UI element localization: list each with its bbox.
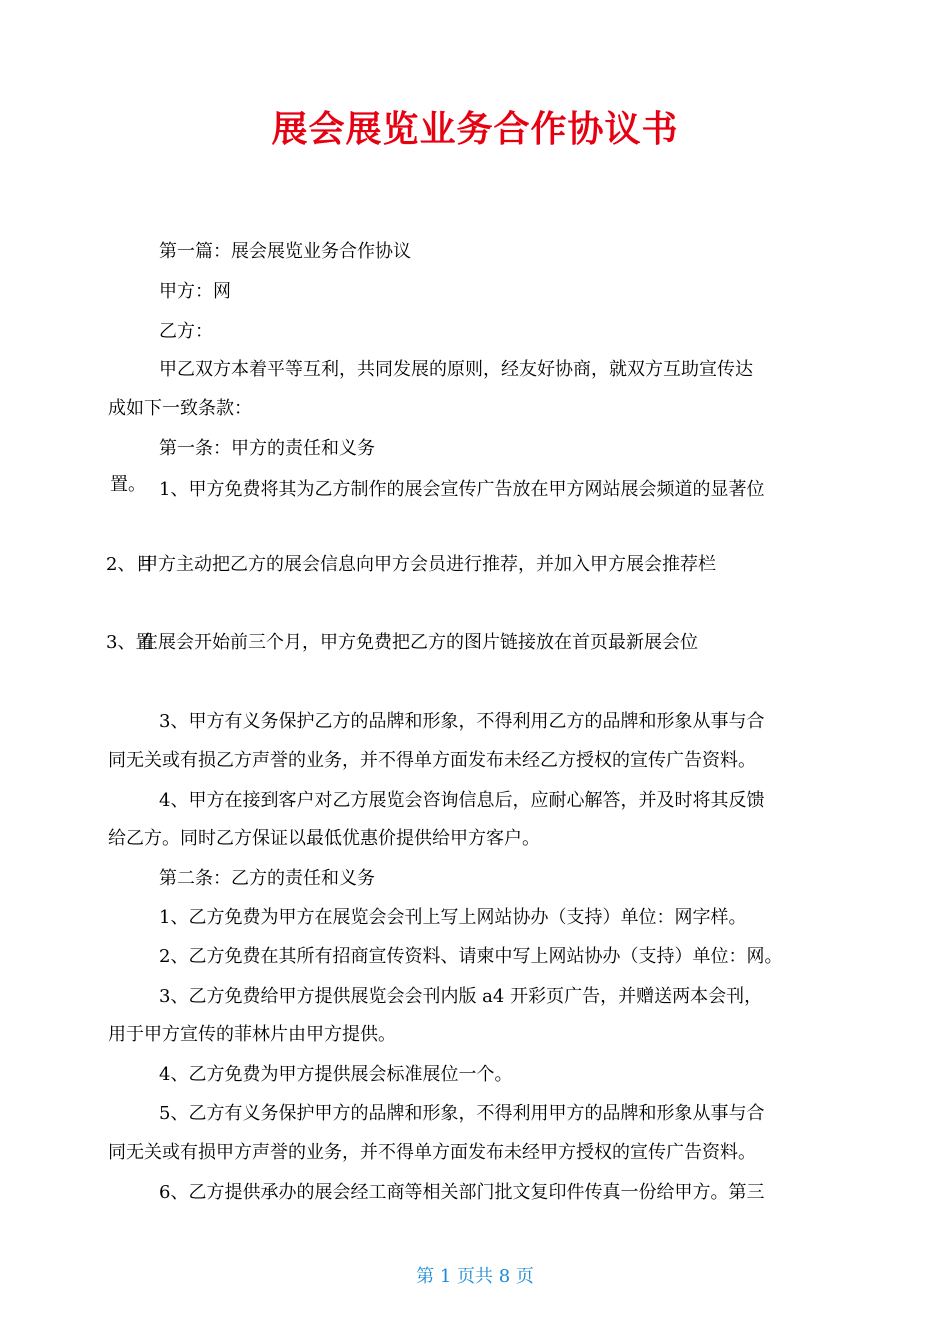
clause-line: 4、乙方免费为甲方提供展会标准展位一个。 [159, 1064, 513, 1085]
clause-line: 同无关或有损乙方声誉的业务，并不得单方面发布未经乙方授权的宣传广告资料。 [108, 750, 756, 771]
clause-line: 在展会开始前三个月，甲方免费把乙方的图片链接放在首页最新展会位 [140, 632, 698, 653]
clause-line: 4、甲方在接到客户对乙方展览会咨询信息后，应耐心解答，并及时将其反馈 [159, 790, 765, 811]
clause-line: 6、乙方提供承办的展会经工商等相关部门批文复印件传真一份给甲方。第三 [159, 1182, 765, 1203]
party-a-line: 甲方：网 [159, 281, 231, 302]
clause-number: 2、目 [106, 554, 154, 575]
clause-line: 给乙方。同时乙方保证以最低优惠价提供给甲方客户。 [108, 828, 540, 849]
article-heading: 第一条：甲方的责任和义务 [159, 438, 375, 459]
paragraph-line: 成如下一致条款： [108, 398, 252, 419]
page-number-footer: 第 1 页共 8 页 [416, 1266, 534, 1287]
clause-line: 甲方主动把乙方的展会信息向甲方会员进行推荐，并加入甲方展会推荐栏 [140, 554, 716, 575]
stray-text: 置。 [110, 474, 146, 495]
section-heading: 第一篇：展会展览业务合作协议 [159, 241, 411, 262]
clause-line: 3、乙方免费给甲方提供展览会会刊内版 a4 开彩页广告，并赠送两本会刊， [159, 986, 763, 1007]
clause-line: 用于甲方宣传的菲林片由甲方提供。 [108, 1024, 396, 1045]
document-title: 展会展览业务合作协议书 [271, 109, 679, 150]
clause-line: 2、乙方免费在其所有招商宣传资料、请柬中写上网站协办（支持）单位：网。 [159, 946, 783, 967]
clause-line: 1、甲方免费将其为乙方制作的展会宣传广告放在甲方网站展会频道的显著位 [159, 479, 765, 500]
clause-line: 5、乙方有义务保护甲方的品牌和形象，不得利用甲方的品牌和形象从事与合 [159, 1103, 765, 1124]
clause-line: 同无关或有损甲方声誉的业务，并不得单方面发布未经甲方授权的宣传广告资料。 [108, 1142, 756, 1163]
article-heading: 第二条：乙方的责任和义务 [159, 868, 375, 889]
clause-number: 3、置 [106, 632, 154, 653]
clause-line: 3、甲方有义务保护乙方的品牌和形象，不得利用乙方的品牌和形象从事与合 [159, 711, 765, 732]
party-b-line: 乙方： [159, 321, 213, 342]
clause-line: 1、乙方免费为甲方在展览会会刊上写上网站协办（支持）单位：网字样。 [159, 907, 747, 928]
paragraph-line: 甲乙双方本着平等互利，共同发展的原则，经友好协商，就双方互助宣传达 [159, 359, 753, 380]
